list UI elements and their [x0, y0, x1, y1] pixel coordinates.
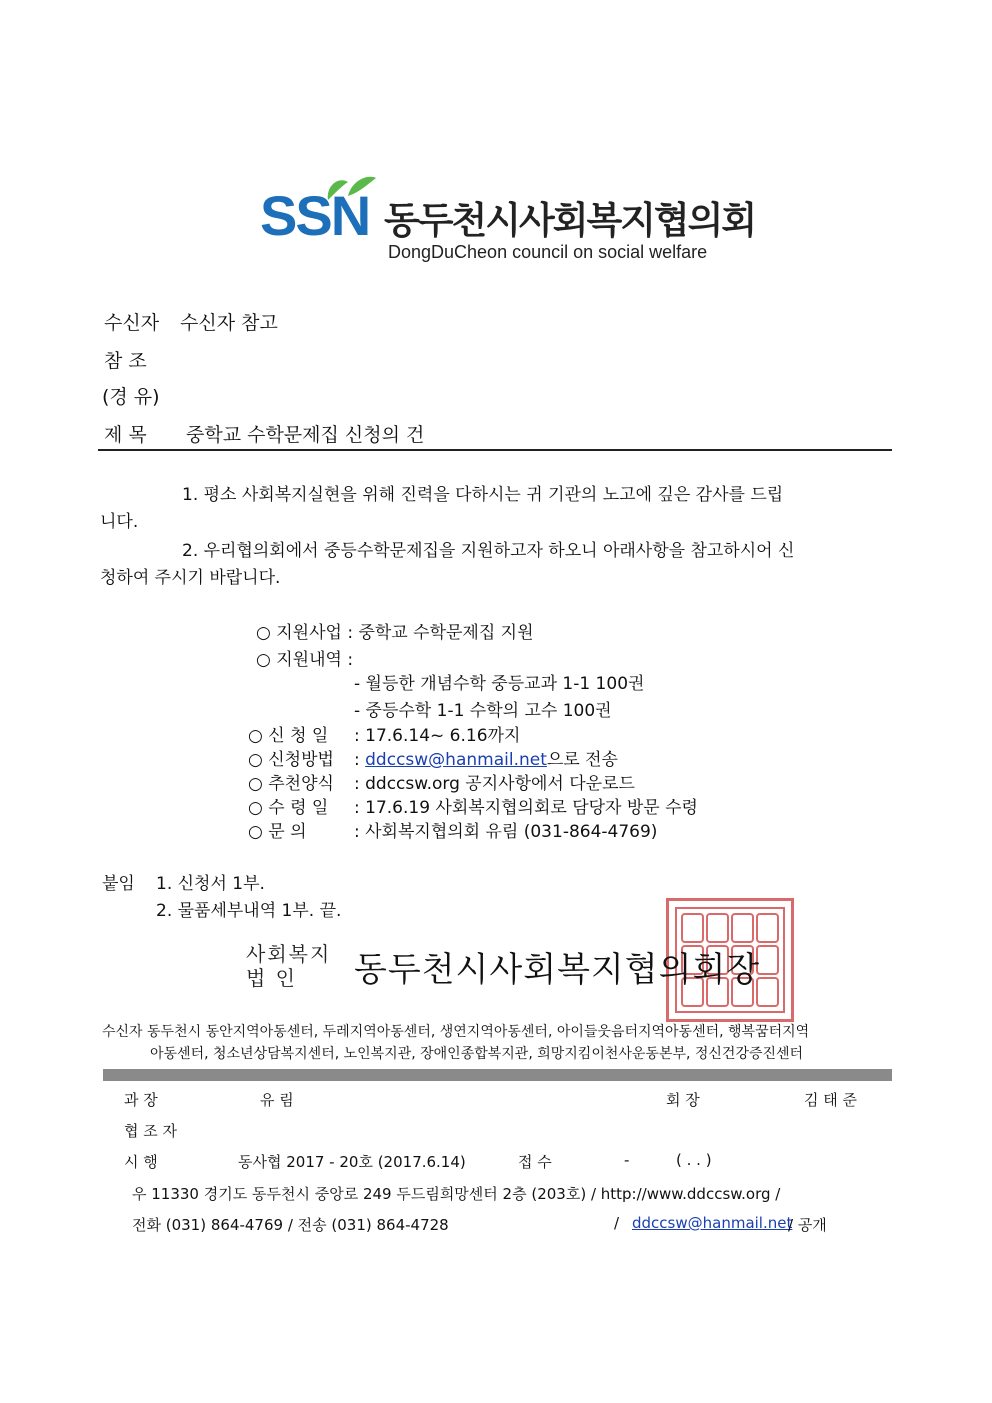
footer-execute-label: 시 행	[124, 1153, 158, 1171]
detail-apply-date-label: ○ 신 청 일	[248, 726, 329, 746]
footer-chief-label: 과 장	[124, 1091, 158, 1109]
footer-receive-value: -	[624, 1151, 630, 1169]
detail-inquiry-label: ○ 문 의	[248, 822, 307, 842]
detail-contents: ○ 지원내역 :	[256, 650, 354, 670]
detail-apply-method-rest: 으로 전송	[546, 750, 618, 770]
detail-colon: :	[354, 750, 360, 770]
logo-english: DongDuCheon council on social welfare	[388, 242, 708, 262]
sender-label-line-1: 사회복지	[246, 942, 332, 966]
footer-receive-date: ( . . )	[676, 1151, 712, 1169]
footer-president-label: 회 장	[666, 1091, 700, 1109]
footer-address: 우 11330 경기도 동두천시 중앙로 249 두드림희망센터 2층 (203호) / http://www.ddccsw.org /	[132, 1185, 781, 1203]
footer-chief-name: 유 림	[260, 1091, 294, 1109]
footer-execute-value: 동사협 2017 - 20호 (2017.6.14)	[238, 1153, 466, 1171]
recipient-label: 수신자	[104, 312, 160, 334]
detail-apply-method-value	[354, 745, 618, 770]
detail-receive-date-value: : 17.6.19 사회복지협의회로 담당자 방문 수령	[354, 798, 698, 818]
detail-form-value: : ddccsw.org 공지사항에서 다운로드	[354, 774, 635, 794]
detail-apply-date-value: : 17.6.14~ 6.16까지	[354, 726, 521, 746]
sender-label-line-2: 법 인	[246, 966, 297, 990]
reference-label: 참 조	[104, 350, 147, 372]
paragraph-1-line-2: 니다.	[100, 512, 139, 532]
detail-inquiry-value: : 사회복지협의회 유림 (031-864-4769)	[354, 822, 658, 842]
paragraph-2-line-2: 청하여 주시기 바랍니다.	[100, 568, 281, 588]
recipient-value: 수신자 참고	[180, 312, 278, 334]
attachment-label: 붙임	[102, 874, 135, 894]
detail-receive-date-label: ○ 수 령 일	[248, 798, 329, 818]
logo-ssn: SSN	[260, 184, 370, 247]
detail-form-label: ○ 추천양식	[248, 774, 334, 794]
header-divider	[98, 449, 892, 451]
detail-program: ○ 지원사업 : 중학교 수학문제집 지원	[256, 623, 534, 643]
paragraph-1-line-1: 1. 평소 사회복지실현을 위해 진력을 다하시는 귀 기관의 노고에 깊은 감사를 드립	[182, 485, 784, 505]
logo-korean: 동두천시사회복지협의회	[384, 199, 756, 242]
footer-email-link[interactable]: ddccsw@hanmail.net	[632, 1214, 793, 1232]
email-link[interactable]: ddccsw@hanmail.net	[365, 750, 547, 770]
subject-label: 제 목	[104, 424, 147, 446]
detail-contents-book-2: - 중등수학 1-1 수학의 고수 100권	[354, 701, 612, 721]
footer-cooperator-label: 협 조 자	[124, 1122, 178, 1140]
via-label: (경 유)	[102, 386, 160, 408]
footer-public: / 공개	[788, 1216, 827, 1234]
sender-name: 동두천시사회복지협의회장	[354, 950, 761, 990]
attachment-2: 2. 물품세부내역 1부. 끝.	[156, 901, 342, 921]
footer-phone-fax: 전화 (031) 864-4769 / 전송 (031) 864-4728	[132, 1216, 449, 1234]
footer-receive-label: 접 수	[518, 1153, 552, 1171]
footer-president-name: 김 태 준	[804, 1091, 858, 1109]
detail-contents-book-1: - 월등한 개념수학 중등교과 1-1 100권	[354, 674, 645, 694]
detail-apply-method-label: ○ 신청방법	[248, 750, 334, 770]
subject-value: 중학교 수학문제집 신청의 건	[186, 424, 425, 446]
recipients-line-1: 수신자 동두천시 동안지역아동센터, 두레지역아동센터, 생연지역아동센터, 아이들웃음터지역아동센터, 행복꿈터지역	[102, 1024, 810, 1040]
footer-divider	[103, 1069, 892, 1081]
attachment-1: 1. 신청서 1부.	[156, 874, 265, 894]
recipients-line-2: 아동센터, 청소년상담복지센터, 노인복지관, 장애인종합복지관, 희망지킴이천사운동본부, 정신건강증진센터	[150, 1046, 804, 1062]
footer-slash: /	[614, 1214, 620, 1232]
paragraph-2-line-1: 2. 우리협의회에서 중등수학문제집을 지원하고자 하오니 아래사항을 참고하시어 신	[182, 541, 795, 561]
